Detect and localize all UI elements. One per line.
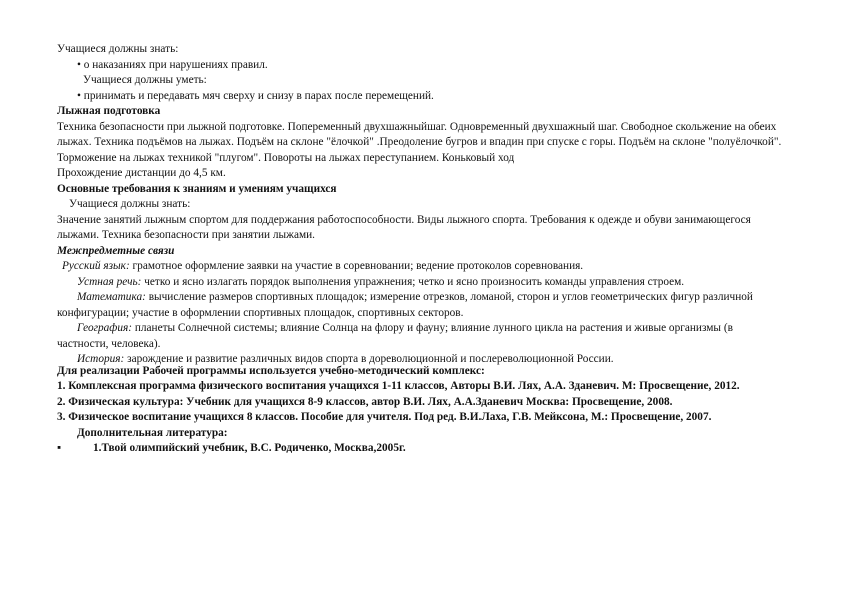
know-item: • о наказаниях при нарушениях правил.	[77, 58, 268, 71]
able-item: • принимать и передавать мяч сверху и снизу в парах после перемещений.	[77, 89, 434, 102]
geography-text: планеты Солнечной системы; влияние Солнца на флору и фауну; влияние лунного цикла на растения и живые организмы (в частности, человека).	[57, 322, 733, 350]
russian-link	[57, 259, 787, 275]
russian-text: грамотное оформление заявки на участие в соревновании; ведение протоколов соревнования.	[129, 260, 584, 272]
reference-1: 1. Комплексная программа физического воспитания учащихся 1-11 классов, Авторы В.И. Лях, А.А. Зданевич. М: Просвещение, 2012.	[57, 380, 740, 392]
requirements-know-heading: Учащиеся должны знать:	[69, 198, 191, 210]
able-heading: Учащиеся должны уметь:	[83, 74, 207, 86]
geography-link	[57, 321, 787, 352]
reference-3: 3. Физическое воспитание учащихся 8 классов. Пособие для учителя. Под ред. В.И.Лаха, Г.В. Мейксона, М.: Просвещение, 2007.	[57, 411, 712, 423]
oral-link	[57, 275, 787, 291]
reference-2: 2. Физическая культура: Учебник для учащихся 8-9 классов, автор В.И. Лях, А.А.Зданевич Москва: Просвещение, 2008.	[57, 395, 673, 408]
document-page	[57, 42, 787, 457]
extra-literature-title: Дополнительная литература:	[77, 426, 228, 439]
requirements-title: Основные требования к знаниям и умениям учащихся	[57, 182, 337, 195]
history-label: История:	[77, 353, 125, 365]
history-text: зарождение и развитие различных видов спорта в дореволюционной и послереволюционной России.	[124, 353, 614, 365]
implementation-title: Для реализации Рабочей программы используется учебно-методический комплекс:	[57, 364, 485, 377]
extra-literature-item	[57, 441, 787, 457]
geography-label: География:	[77, 322, 132, 334]
requirements-text: Значение занятий лыжным спортом для поддержания работоспособности. Виды лыжного спорта. Требования к одежде и обуви занимающегося лыжами. Техника безопасности при занятии лыжами.	[57, 213, 751, 241]
math-text: вычисление размеров спортивных площадок; измерение отрезков, ломаной, сторон и углов геометрических фигур различной конфигурации; участие в оформлении спортивных площадок, спортивных секторов.	[57, 291, 753, 319]
oral-text: четко и ясно излагать порядок выполнения упражнения; четко и ясно произносить команды управления строем.	[141, 275, 685, 288]
extra-literature-text: 1.Твой олимпийский учебник, В.С. Родиченко, Москва,2005г.	[93, 442, 406, 454]
oral-label: Устная речь:	[77, 275, 142, 288]
know-heading: Учащиеся должны знать:	[57, 43, 179, 55]
math-label: Математика:	[77, 291, 146, 303]
square-bullet-icon: ▪	[57, 442, 62, 454]
ski-section-text: Техника безопасности при лыжной подготовке. Попеременный двухшажныйшаг. Одновременный двухшажный шаг. Свободное скольжение на обеих лыжах. Техника подъёмов на лыжах. Подъём на склоне "ёлочкой" .Преодоление бугров и впадин при спуске с горы. Подъём на склоне "полуёлочкой". Торможение на лыжах техникой "плугом". Повороты на лыжах переступанием. Коньковый ход	[57, 120, 782, 164]
ski-distance: Прохождение дистанции до 4,5 км.	[57, 167, 226, 179]
math-link	[57, 290, 787, 321]
russian-label: Русский язык:	[62, 260, 130, 272]
ski-section-title: Лыжная подготовка	[57, 105, 161, 117]
interdisciplinary-title: Межпредметные связи	[57, 244, 175, 257]
